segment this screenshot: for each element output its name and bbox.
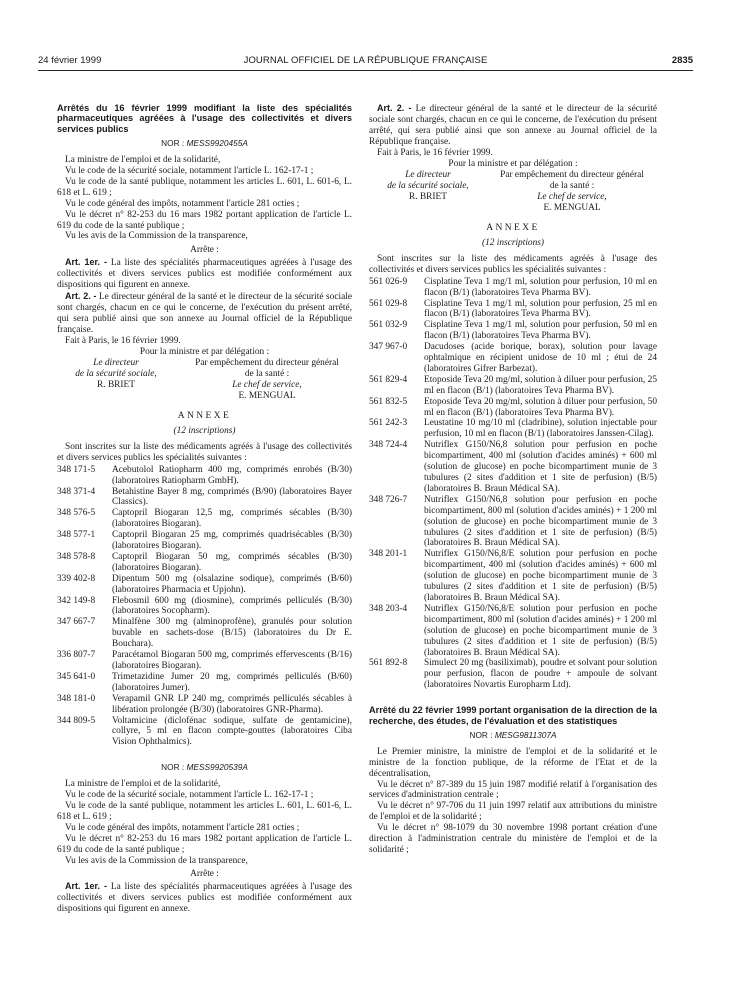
inscriptions-count: (12 inscriptions) [481,237,545,248]
medication-description: Etoposide Teva 20 mg/ml, solution à diluer pour perfusion, 25 ml en flacon (B/1) (laboratoires Teva Pharma BV). [424,374,657,396]
cip-code: 344 809-5 [57,715,96,726]
article-1-text: La liste des spécialités pharmaceutiques agréées à l'usage des collectivités et divers services publics est modifiée conformément aux dispositions qui figurent en annexe. [57,258,352,291]
medication-description: Dipentum 500 mg (olsalazine sodique), comprimés (B/60) (laboratoires Pharmacia et Upjohn). [112,573,352,595]
medication-description: Nutriflex G150/N6,8 solution pour perfusion en poche bicompartiment, 400 ml (solution d'acides aminés) + 600 ml (solution de glucose) en poche bicompartiment munie de 3 tubulures (2 sites d'addition et 1 site de perfusion) (B/5) (laboratoires B. Braun Médical SA). [424,440,657,494]
medication-description: Nutriflex G150/N6,8/E solution pour perfusion en poche bicompartiment, 400 ml (solution d'acides aminés) + 600 ml (solution de glucose) en poche bicompartiment munie de 3 tubulures (2 sites d'addition et 1 site de perfusion) (B/5) (laboratoires B. Braun Médical SA). [424,549,657,603]
cip-code: 347 967-0 [369,342,408,353]
arrete-heading: Arrête : [190,245,219,256]
header-date: 24 février 1999 [38,55,102,66]
cip-code: 348 576-5 [57,508,96,519]
signature-role: de la sécurité sociale, [387,181,469,192]
list-item [57,694,352,716]
visa-paragraph: Vu le décret n° 87-389 du 15 juin 1987 modifié relatif à l'organisation des services d'administration centrale ; [369,779,657,801]
nor-reference [369,730,657,741]
list-item [369,418,657,440]
list-item [369,320,657,342]
cip-code: 348 726-7 [369,494,408,505]
cip-code: 348 203-4 [369,603,408,614]
cip-code: 348 371-4 [57,486,96,497]
signature-role: Par empêchement du directeur général [500,170,644,181]
list-item [369,375,657,397]
arrete-heading: Arrête : [190,869,219,880]
medication-description: Trimetazidine Jumer 20 mg, comprimés pelliculés (B/60) (laboratoires Jumer). [112,671,352,693]
visas [57,155,352,242]
medication-description: Captopril Biogaran 12,5 mg, comprimés sécables (B/30) (laboratoires Biogaran). [112,508,352,530]
medication-description: Nutriflex G150/N6,8/E solution pour perfusion en poche bicompartiment, 800 ml (solution d'acides aminés) + 1 200 ml (solution de glucose) en poche bicompartiment munie de 3 tubulures (2 sites d'addition et 1 site de perfusion) (B/5) (laboratoires B. Braun Médical SA). [424,603,657,658]
signature-left [369,170,487,214]
list-item [369,277,657,299]
list-item [57,465,352,487]
visa-paragraph: Vu le code général des impôts, notamment l'article 281 octies ; [65,198,300,209]
cip-code: 561 892-8 [369,658,408,669]
cip-code: 347 667-7 [57,617,96,628]
visa-paragraph: Vu le code général des impôts, notamment l'article 281 octies ; [65,822,300,833]
signature-name: E. MENGUAL [543,203,601,214]
signature-role: Le chef de service, [232,380,302,391]
medication-description: Dacudoses (acide borique, borax), solution pour lavage ophtalmique en récipient unidose de 10 ml ; étui de 24 (laboratoires Gifrer Barbezat). [424,342,657,374]
cip-code: 339 402-8 [57,573,96,584]
list-item [369,397,657,419]
fait-line: Fait à Paris, le 16 février 1999. [65,335,181,346]
header-rule [38,70,693,71]
header-page-number: 2835 [671,55,693,66]
visa-paragraph: Vu le décret n° 98-1079 du 30 novembre 1998 portant création d'une direction à l'administration centrale du ministère de l'emploi et de la solidarité ; [369,823,657,855]
article-2-text: Le directeur général de la santé et le directeur de la sécurité sociale sont chargés, chacun en ce qui le concerne, de l'exécution du présent arrêté, qui sera publié ainsi que son annexe au Journal officiel de la République française. [369,104,657,147]
decree-title: Arrêté du 22 février 1999 portant organisation de la direction de la recherche, des études, de l'évaluation et des statistiques [369,705,657,726]
visa-paragraph: Vu les avis de la Commission de la transparence, [65,231,248,242]
cip-code: 561 029-8 [369,298,408,309]
list-item [57,617,352,650]
medication-description: Captopril Biogaran 25 mg, comprimés quadrisécables (B/30) (laboratoires Biogaran). [112,530,352,552]
signature-name: R. BRIET [409,192,447,203]
annexe-intro: Sont inscrites sur la liste des médicaments agréés à l'usage des collectivités et divers services publics les spécialités suivantes : [57,441,352,463]
medication-description: Cisplatine Teva 1 mg/1 ml, solution pour perfusion, 50 ml en flacon (B/1) (laboratoires Teva Pharma BV). [424,320,657,342]
medication-description: Leustatine 10 mg/10 ml (cladribine), solution injectable pour perfusion, 10 ml en flacon (B/1) (laboratoires Janssen-Cilag). [424,418,657,440]
list-item [57,672,352,694]
nor-code: MESS9920539A [186,762,248,773]
article-1 [57,257,352,291]
visa-paragraph: Vu le décret n° 82-253 du 16 mars 1982 portant application de l'article L. 619 du code de la santé publique ; [57,833,352,855]
visa-paragraph: Vu le code de la sécurité sociale, notamment l'article L. 162-17-1 ; [65,790,314,801]
cip-code: 336 807-7 [57,650,96,661]
list-item [369,440,657,495]
article-2 [57,291,352,336]
medication-description: Flebosmil 600 mg (diosmine), comprimés pelliculés (B/30) (laboratoires Socopharm). [112,595,352,617]
medication-description: Verapamil GNR LP 240 mg, comprimés pelliculés sécables à libération prolongée (B/30) (laboratoires GNR-Pharma). [112,693,352,715]
nor-reference [57,762,352,773]
medication-description: Acebutolol Ratiopharm 400 mg, comprimés enrobés (B/30) (laboratoires Ratiopharm GmbH). [112,464,352,486]
medication-description: Cisplatine Teva 1 mg/1 ml, solution pour perfusion, 25 ml en flacon (B/1) (laboratoires Teva Pharma BV). [424,298,657,320]
medication-description: Simulect 20 mg (basiliximab), poudre et solvant pour solution pour perfusion, flacon de poudre + ampoule de solvant (laboratoires Novartis Europharm Ltd). [424,658,657,691]
cip-code: 348 578-8 [57,551,96,562]
medication-description: Betahistine Bayer 8 mg, comprimés (B/90) (laboratoires Bayer Classics). [112,486,352,508]
nor-prefix: NOR : [161,762,185,773]
list-item [369,658,657,691]
medication-description: Etoposide Teva 20 mg/ml, solution à diluer pour perfusion, 50 ml en flacon (B/1) (laboratoires Teva Pharma BV). [424,396,657,418]
article-1 [57,881,352,915]
cip-code: 348 577-1 [57,530,96,541]
page-header [38,55,693,69]
signature-role: Le directeur [405,170,451,181]
annexe-intro: Sont inscrites sur la liste des médicaments agréés à l'usage des collectivités et divers services publics les spécialités suivantes : [369,253,657,275]
cip-code: 345 641-0 [57,671,96,682]
left-column [57,103,352,915]
visa-paragraph: Le Premier ministre, la ministre de l'emploi et de la solidarité et le ministre de la fonction publique, de la réforme de l'Etat et de la décentralisation, [369,746,657,779]
list-item [57,552,352,574]
cip-code: 348 724-4 [369,440,408,451]
visa-paragraph: Vu le code de la sécurité sociale, notamment l'article L. 162-17-1 ; [65,166,314,177]
cip-code: 561 242-3 [369,418,408,429]
visa-paragraph: Vu le décret n° 82-253 du 16 mars 1982 portant application de l'article L. 619 du code de la santé publique ; [57,209,352,231]
list-item [57,530,352,552]
list-item [369,299,657,321]
article-2-label: Art. 2. - [65,291,97,301]
article-1-label: Art. 1er. - [65,881,108,892]
signature-role: de la santé : [549,181,595,192]
list-item [57,574,352,596]
medication-description: Voltamicine (diclofénac sodique, sulfate de gentamicine), collyre, 5 ml en flacon compte-gouttes (laboratoires Ciba Vision Ophthalmics). [112,715,352,748]
medication-description: Cisplatine Teva 1 mg/1 ml, solution pour perfusion, 10 ml en flacon (B/1) (laboratoires Teva Pharma BV). [424,276,657,298]
signature-name: R. BRIET [97,380,135,391]
nor-reference [57,138,352,149]
signature-left [57,358,175,402]
article-2-text: Le directeur général de la santé et le directeur de la sécurité sociale sont chargés, chacun en ce qui le concerne, de l'exécution du présent arrêté, qui sera publié ainsi que son annexe au Journal officiel de la République française. [57,292,352,335]
medication-description: Captopril Biogaran 50 mg, comprimés sécables (B/30) (laboratoires Biogaran). [112,551,352,573]
medication-description: Minalfène 300 mg (alminoprofène), granulés pour solution buvable en sachets-dose (B/15) (laboratoires du Dr E. Bouchara). [112,617,352,650]
right-column [369,103,657,856]
medication-list [369,277,657,691]
nor-code: MESS9920455A [186,138,248,149]
signatures [369,170,657,214]
article-2-label: Art. 2. - [377,103,412,113]
delegation-line: Pour la ministre et par délégation : [139,346,270,357]
nor-prefix: NOR : [161,138,185,149]
medication-description: Paracétamol Biogaran 500 mg, comprimés effervescents (B/16) (laboratoires Biogaran). [112,650,352,671]
signature-role: Le directeur [93,358,139,369]
signature-role: de la sécurité sociale, [75,369,157,380]
inscriptions-count: (12 inscriptions) [173,425,236,436]
list-item [369,604,657,659]
visa-paragraph: Vu le code de la santé publique, notamment les articles L. 601, L. 601-6, L. 618 et L. 619 ; [57,176,352,198]
signature-right [487,170,657,214]
decree-title: Arrêtés du 16 février 1999 modifiant la liste des spécialités pharmaceutiques agréées à l'usage des collectivités et divers services publics [57,103,352,134]
list-item [369,549,657,604]
visa-paragraph: La ministre de l'emploi et de la solidarité, [65,779,221,790]
visas [369,747,657,856]
cip-code: 561 829-4 [369,374,408,385]
signature-role: Le chef de service, [537,192,607,203]
article-1-label: Art. 1er. - [65,257,108,268]
visa-paragraph: Vu les avis de la Commission de la transparence, [65,855,248,866]
list-item [369,342,657,375]
cip-code: 348 201-1 [369,549,408,560]
signatures [57,358,352,402]
annexe-heading: ANNEXE [486,223,540,234]
visa-paragraph: La ministre de l'emploi et de la solidarité, [65,155,221,166]
article-1-text: La liste des spécialités pharmaceutiques agréées à l'usage des collectivités et divers services publics est modifiée conformément aux dispositions qui figurent en annexe. [57,882,352,915]
list-item [57,650,352,672]
list-item [57,716,352,749]
cip-code: 561 032-9 [369,320,408,331]
signature-role: Par empêchement du directeur général [195,358,339,369]
cip-code: 561 026-9 [369,276,408,287]
visa-paragraph: Vu le code de la santé publique, notamment les articles L. 601, L. 601-6, L. 618 et L. 619 ; [57,800,352,822]
delegation-line: Pour la ministre et par délégation : [448,158,578,169]
signature-role: de la santé : [244,369,290,380]
visas [57,779,352,866]
fait-line: Fait à Paris, le 16 février 1999. [377,147,493,158]
annexe-heading: ANNEXE [177,411,232,422]
cip-code: 561 832-5 [369,396,408,407]
visa-paragraph: Vu le décret n° 97-706 du 11 juin 1997 relatif aux attributions du ministre de l'emploi et de la solidarité ; [369,801,657,823]
cip-code: 342 149-8 [57,595,96,606]
cip-code: 348 181-0 [57,693,96,704]
header-journal-title: JOURNAL OFFICIEL DE LA RÉPUBLIQUE FRANÇAISE [243,55,488,66]
signature-right [182,358,352,402]
list-item [57,487,352,509]
list-item [57,596,352,618]
cip-code: 348 171-5 [57,464,96,475]
nor-prefix: NOR : [469,729,493,740]
article-2 [369,103,657,148]
nor-code: MESG9811307A [494,729,557,740]
list-item [369,495,657,550]
signature-name: E. MENGUAL [238,391,296,402]
medication-list [57,465,352,749]
medication-description: Nutriflex G150/N6,8 solution pour perfusion en poche bicompartiment, 800 ml (solution d'acides aminés) + 1 200 ml (solution de glucose) en poche bicompartiment munie de 3 tubulures (2 sites d'addition et 1 site de perfusion) (B/5) (laboratoires B. Braun Médical SA). [424,494,657,549]
list-item [57,508,352,530]
